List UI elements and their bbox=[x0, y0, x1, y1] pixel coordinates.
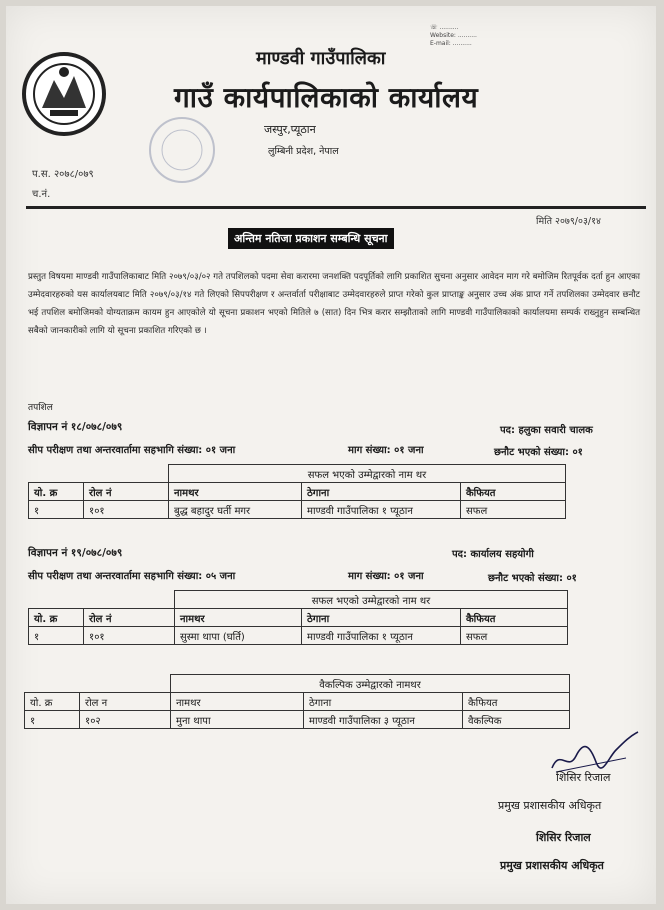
table-row bbox=[25, 711, 570, 729]
office-location: जस्पुर,प्यूठान bbox=[264, 123, 316, 136]
demand-count-2: माग संख्या: ०१ जना bbox=[348, 571, 424, 582]
province-name: लुम्बिनी प्रदेश, नेपाल bbox=[268, 146, 339, 157]
col-roll: रोल नं bbox=[84, 609, 175, 627]
cell-address: माण्डवी गाउँपालिका १ प्यूठान bbox=[302, 627, 461, 645]
selected-count-2: छनौट भएको संख्या: ०१ bbox=[488, 573, 577, 584]
vigyapan-number-1: विज्ञापन नं १८/०७८/०७९ bbox=[28, 421, 123, 433]
table-caption: वैकल्पिक उम्मेद्वारको नामथर bbox=[171, 675, 570, 693]
cell-serial: १ bbox=[25, 711, 80, 729]
cell-roll: १०२ bbox=[80, 711, 171, 729]
signatory-title-handwritten: प्रमुख प्रशासकीय अधिकृत bbox=[498, 799, 602, 812]
notice-date: मिति २०७९/०३/१४ bbox=[536, 216, 601, 227]
table-row bbox=[29, 501, 566, 519]
cell-name: मुना थापा bbox=[171, 711, 304, 729]
alternate-table bbox=[24, 674, 570, 729]
col-roll: रोल नं bbox=[84, 483, 169, 501]
selected-count-1: छनौट भएको संख्या: ०१ bbox=[494, 447, 583, 458]
cell-name: बुद्ध बहादुर घर्ती मगर bbox=[169, 501, 302, 519]
col-serial: यो. क्र bbox=[25, 693, 80, 711]
demand-count-1: माग संख्या: ०१ जना bbox=[348, 445, 424, 456]
cell-roll: १०१ bbox=[84, 501, 169, 519]
notice-title: अन्तिम नतिजा प्रकाशन सम्बन्धि सूचना bbox=[228, 228, 394, 249]
col-remarks: कैफियत bbox=[461, 609, 568, 627]
signatory-name-handwritten: शिसिर रिजाल bbox=[556, 771, 611, 784]
table-caption: सफल भएको उम्मेद्वारको नाम थर bbox=[169, 465, 566, 483]
cell-address: माण्डवी गाउँपालिका ३ प्यूठान bbox=[304, 711, 463, 729]
reference-number: प.स. २०७८/०७९ bbox=[32, 169, 94, 180]
header-divider bbox=[26, 206, 646, 209]
cell-serial: १ bbox=[29, 501, 84, 519]
col-name: नामथर bbox=[175, 609, 302, 627]
success-table-1 bbox=[28, 464, 566, 519]
col-serial: यो. क्र bbox=[29, 483, 84, 501]
participants-count-1: सीप परीक्षण तथा अन्तरवार्तामा सहभागि संख्या: ०१ जना bbox=[28, 445, 236, 456]
cell-serial: १ bbox=[29, 627, 84, 645]
cell-remarks: वैकल्पिक bbox=[463, 711, 570, 729]
table-row bbox=[29, 627, 568, 645]
office-name: गाउँ कार्यपालिकाको कार्यालय bbox=[174, 81, 479, 114]
post-name-2: पद: कार्यालय सहयोगी bbox=[452, 549, 534, 560]
success-table-2 bbox=[28, 590, 568, 645]
government-emblem-icon bbox=[20, 50, 108, 138]
vigyapan-number-2: विज्ञापन नं १९/०७८/०७९ bbox=[28, 547, 123, 559]
contact-info: ☏ .......... Website: .......... E-mail: .......... bbox=[430, 24, 477, 47]
cell-remarks: सफल bbox=[461, 627, 568, 645]
col-address: ठेगाना bbox=[304, 693, 463, 711]
cell-remarks: सफल bbox=[461, 501, 566, 519]
signatory-name: शिसिर रिजाल bbox=[536, 831, 591, 844]
cell-roll: १०१ bbox=[84, 627, 175, 645]
col-address: ठेगाना bbox=[302, 609, 461, 627]
cell-name: सुस्मा थापा (घर्ति) bbox=[175, 627, 302, 645]
table-caption: सफल भएको उम्मेद्वारको नाम थर bbox=[175, 591, 568, 609]
office-stamp-icon bbox=[146, 114, 218, 186]
tapasil-label: तपशिल bbox=[28, 403, 53, 413]
post-name-1: पद: हलुका सवारी चालक bbox=[500, 425, 593, 436]
dispatch-number: च.नं. bbox=[32, 189, 51, 200]
col-name: नामथर bbox=[171, 693, 304, 711]
col-name: नामथर bbox=[169, 483, 302, 501]
col-serial: यो. क्र bbox=[29, 609, 84, 627]
col-address: ठेगाना bbox=[302, 483, 461, 501]
col-roll: रोल न bbox=[80, 693, 171, 711]
participants-count-2: सीप परीक्षण तथा अन्तरवार्तामा सहभागि संख्या: ०५ जना bbox=[28, 571, 236, 582]
municipality-name: माण्डवी गाउँपालिका bbox=[256, 48, 386, 69]
notice-page bbox=[6, 6, 656, 904]
signatory-title: प्रमुख प्रशासकीय अधिकृत bbox=[500, 859, 604, 872]
col-remarks: कैफियत bbox=[461, 483, 566, 501]
cell-address: माण्डवी गाउँपालिका १ प्यूठान bbox=[302, 501, 461, 519]
notice-body: प्रस्तुत विषयमा माण्डवी गाउँपालिकाबाट मिति २०७९/०३/०२ गते तपशिलको पदमा सेवा करारमा जनशक्ति पदपूर्तिको लागि प्रकाशित सुचना अनुसार आवेदन माग गरे बमोजिम रितपूर्वक दर्ता हुन आएका उम्मेदवारहरुको यस कार्यालयबाट मिति २०७९/०३/१४ गते लिएको सिपपरीक्षण र अन्तर्वार्ता परीक्षाबाट उम्मेदवारहरुले प्राप्त गरेको कुल प्राप्ताङ्क अनुसार उच्च अंक प्राप्त गर्ने तपशिलका उम्मेदवार छनौट भई तपशिल बमोजिमको योग्यताक्रम कायम हुन आएकोले यो सूचना प्रकाशन भएको मितिले ७ (सात) दिन भित्र करार सम्झौताको लागि माण्डवी गाउँपालिकाको कार्यालयमा सम्पर्क राख्नुहुन सम्बन्धित सबैको जानकारीको लागि यो सूचना प्रकाशित गरिएको छ । bbox=[28, 272, 640, 336]
col-remarks: कैफियत bbox=[463, 693, 570, 711]
